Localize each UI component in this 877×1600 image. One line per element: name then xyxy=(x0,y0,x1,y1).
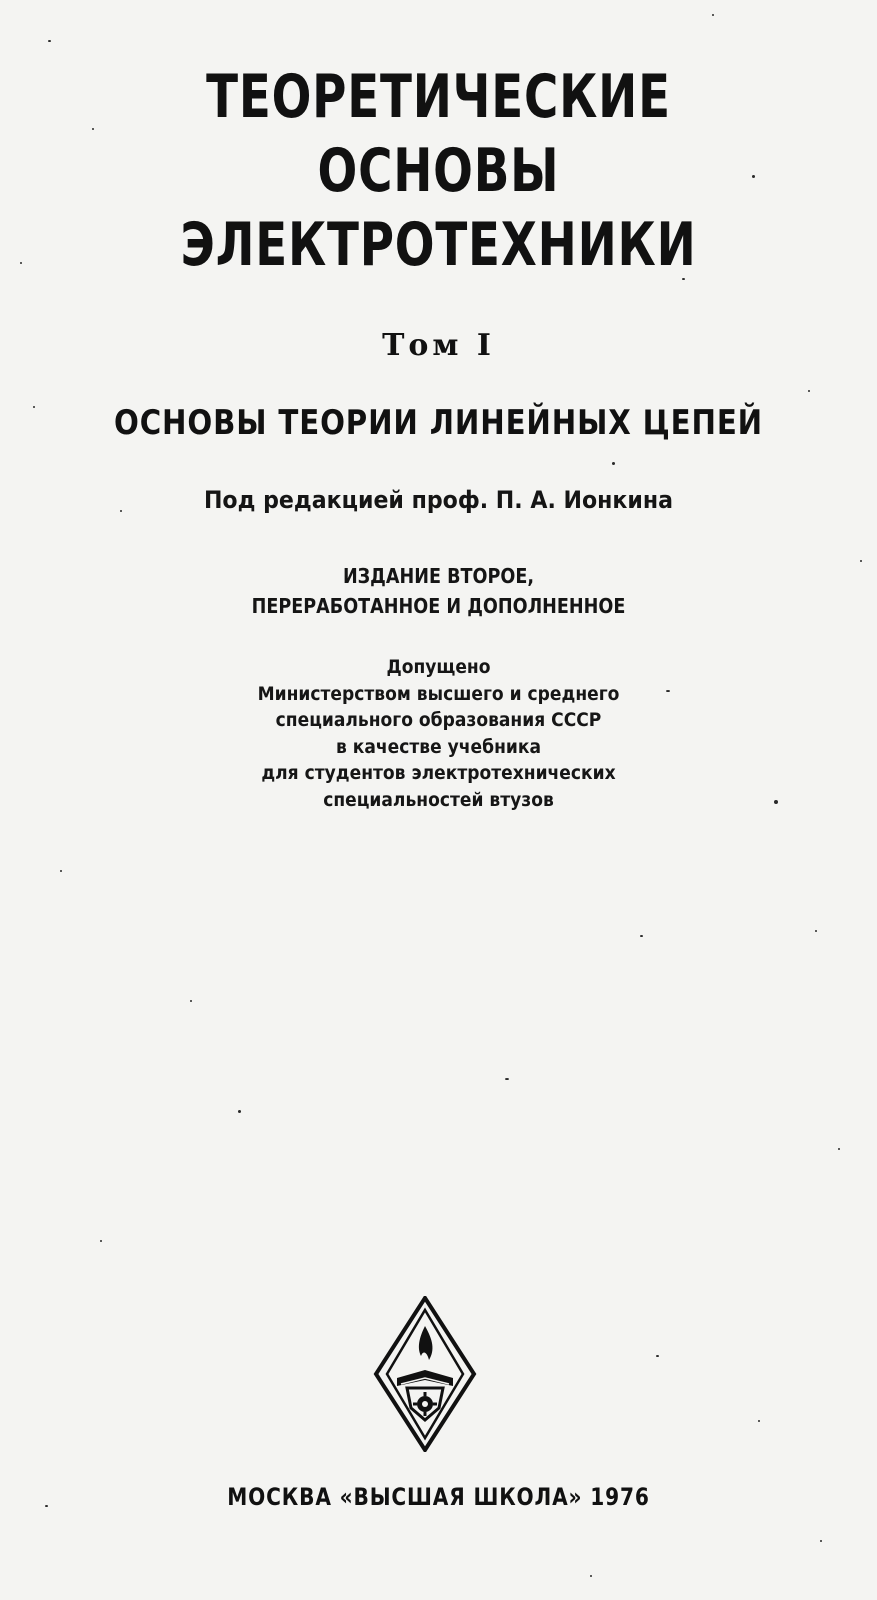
book-title xyxy=(0,60,877,282)
editor-line: Под редакцией проф. П. А. Ионкина xyxy=(203,486,674,514)
edition-line-1: ИЗДАНИЕ ВТОРОЕ, xyxy=(342,564,535,588)
title-line-1: ТЕОРЕТИЧЕСКИЕ xyxy=(206,62,671,132)
approval-line-4: в качестве учебника xyxy=(335,735,542,758)
publisher-emblem-icon xyxy=(373,1296,477,1452)
approval-line-1: Допущено xyxy=(386,656,491,678)
title-line-3: ЭЛЕКТРОТЕХНИКИ xyxy=(180,210,697,280)
approval-line-6: специальностей втузов xyxy=(323,788,554,811)
approval-line-2: Министерством высшего и среднего xyxy=(257,682,620,705)
approval-line-5: для студентов электротехнических xyxy=(261,762,616,784)
approval-line-3: специального образования СССР xyxy=(275,709,602,731)
volume-label: Том I xyxy=(382,328,495,363)
book-subtitle: ОСНОВЫ ТЕОРИИ ЛИНЕЙНЫХ ЦЕПЕЙ xyxy=(113,403,764,443)
title-line-2: ОСНОВЫ xyxy=(317,136,560,206)
edition-line-2: ПЕРЕРАБОТАННОЕ И ДОПОЛНЕННОЕ xyxy=(251,594,626,618)
edition-note xyxy=(53,561,825,621)
publisher-imprint: МОСКВА «ВЫСШАЯ ШКОЛА» 1976 xyxy=(227,1483,650,1511)
approval-note xyxy=(44,654,833,813)
